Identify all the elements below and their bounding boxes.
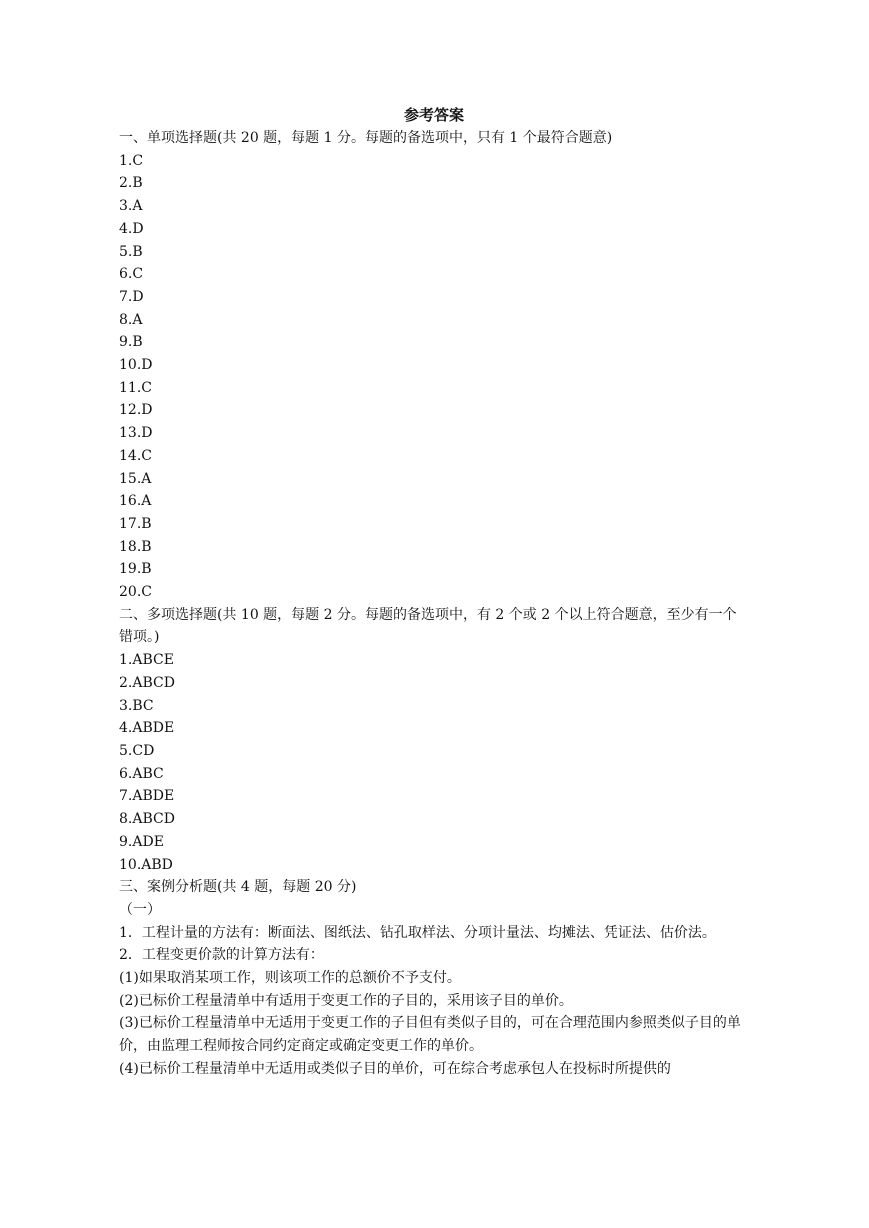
answer-item: 3.A <box>119 198 143 215</box>
answer-item: 6.C <box>119 266 144 283</box>
single-choice-answer-list <box>119 150 749 604</box>
answer-item: 16.A <box>119 493 152 510</box>
document-page <box>119 103 749 1081</box>
answer-item: 8.ABCD <box>119 811 175 828</box>
answer-item: 6.ABC <box>119 765 164 782</box>
answer-item: 1.ABCE <box>119 652 174 669</box>
answer-item: 7.ABDE <box>119 788 175 805</box>
answer-item: 17.B <box>119 515 152 532</box>
answer-item: 13.D <box>119 425 153 442</box>
answer-paragraph: (4)已标价工程量清单中无适用或类似子目的单价，可在综合考虑承包人在投标时所提供的 <box>119 1060 671 1077</box>
answer-item: 1.C <box>119 152 144 169</box>
answer-item: 19.B <box>119 561 152 578</box>
answer-paragraph: (3)已标价工程量清单中无适用于变更工作的子目但有类似子目的，可在合理范围内参照类似子目的单价，由监理工程师按合同约定商定或确定变更工作的单价。 <box>119 1015 741 1055</box>
answer-item: 10.D <box>119 357 153 374</box>
answer-item: 8.A <box>119 311 143 328</box>
answer-paragraph: 2．工程变更价款的计算方法有： <box>119 947 324 964</box>
answer-item: 12.D <box>119 402 153 419</box>
answer-item: 20.C <box>119 584 152 601</box>
answer-paragraph: (1)如果取消某项工作，则该项工作的总额价不予支付。 <box>119 970 461 987</box>
answer-item: 9.ADE <box>119 833 164 850</box>
answer-paragraph: (2)已标价工程量清单中有适用于变更工作的子目的，采用该子目的单价。 <box>119 992 573 1009</box>
answer-item: 4.D <box>119 220 144 237</box>
multiple-choice-answer-list <box>119 649 749 876</box>
case-answer-body <box>119 922 749 1081</box>
answer-item: 2.B <box>119 175 143 192</box>
answer-item: 15.A <box>119 470 152 487</box>
answer-paragraph: 1．工程计量的方法有：断面法、图纸法、钻孔取样法、分项计量法、均摊法、凭证法、估价法。 <box>119 924 716 941</box>
answer-item: 18.B <box>119 538 152 555</box>
answer-item: 2.ABCD <box>119 674 175 691</box>
answer-item: 9.B <box>119 334 143 351</box>
answer-item: 11.C <box>119 379 152 396</box>
section-heading-case-analysis: 三、案例分析题(共 4 题，每题 20 分) <box>119 879 357 896</box>
section-heading-single-choice: 一、单项选择题(共 20 题，每题 1 分。每题的备选项中，只有 1 个最符合题意) <box>119 130 613 146</box>
answer-item: 7.D <box>119 288 144 305</box>
answer-item: 3.BC <box>119 697 154 714</box>
answer-item: 5.CD <box>119 742 155 759</box>
answer-item: 5.B <box>119 243 143 260</box>
answer-item: 14.C <box>119 447 152 464</box>
answer-item: 10.ABD <box>119 856 173 873</box>
answer-item: 4.ABDE <box>119 720 175 737</box>
case-label: （一） <box>119 901 161 918</box>
section-heading-multiple-choice: 二、多项选择题(共 10 题，每题 2 分。每题的备选项中，有 2 个或 2 个以上符合题意，至少有一个错项。) <box>119 606 737 646</box>
page-title: 参考答案 <box>403 106 464 124</box>
